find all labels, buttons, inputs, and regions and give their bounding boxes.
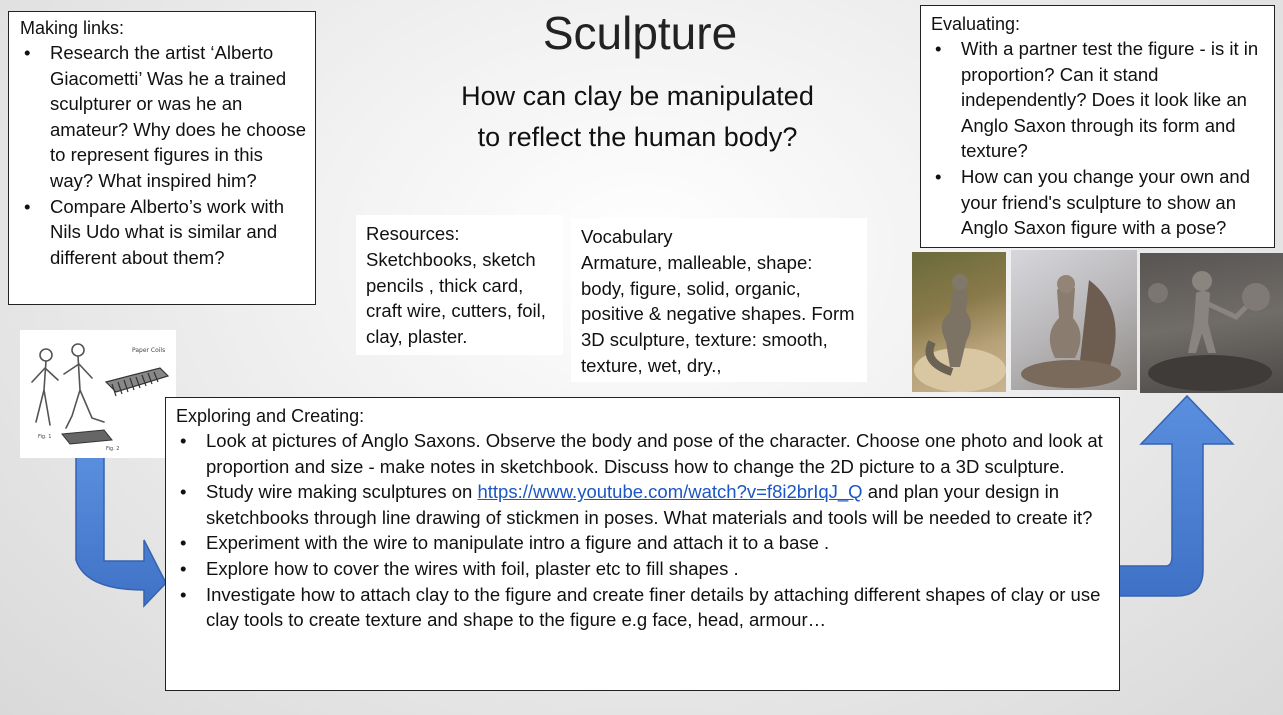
list-item: • Research the artist ‘Alberto Giacometti’ Was he a trained sculpturer or was he an amateur? Why does he choose to represent figures in this way? What inspired him? (20, 40, 307, 194)
vocabulary-text: Armature, malleable, shape: body, figure, solid, organic, positive & negative shapes. Form 3D sculpture, texture: smooth, texture, wet, dry., (581, 251, 855, 376)
key-question: How can clay be manipulated to reflect the human body? (461, 81, 814, 152)
resources-heading: Resources: (366, 223, 460, 244)
list-item (176, 479, 1109, 530)
list-item: • Compare Alberto’s work with Nils Udo what is similar and different about them? (20, 194, 307, 271)
diagram-label-top: Paper Coils (132, 347, 166, 354)
list-item: • Experiment with the wire to manipulate intro a figure and attach it to a base . (176, 530, 1109, 556)
list-item: • How can you change your own and your friend's sculpture to show an Anglo Saxon figure with a pose? (931, 164, 1268, 241)
sculpture-photo-2 (1011, 250, 1137, 390)
diagram-label-fig1: Fig. 1 (38, 434, 52, 440)
list-item: • Investigate how to attach clay to the figure and create finer details by attaching different shapes of clay or use clay tools to create texture and shape to the figure e.g face, head, armour… (176, 582, 1109, 633)
list-item-text: and plan your design in sketchbooks through line drawing of stickmen in poses. What materials and tools will be needed to create it? (206, 481, 1093, 528)
evaluating-list (931, 36, 1268, 241)
youtube-link[interactable]: https://www.youtube.com/watch?v=f8i2brIqJ_Q (477, 481, 863, 503)
evaluating-box (920, 5, 1275, 248)
exploring-list (176, 428, 1109, 633)
diagram-label-fig2: Fig. 2 (106, 446, 120, 452)
exploring-heading: Exploring and Creating: (176, 406, 365, 426)
sculpture-photo-3 (1140, 253, 1283, 393)
wire-figure-drawing (20, 330, 176, 458)
page-title: Sculpture (542, 7, 738, 59)
wire-figure-diagram (20, 330, 176, 458)
list-item: • With a partner test the figure - is it in proportion? Can it stand independently? Does it look like an Anglo Saxon through its form and texture? (931, 36, 1268, 164)
making-links-box (8, 11, 316, 305)
vocabulary-box (571, 218, 867, 382)
resources-box (356, 215, 563, 355)
making-links-heading: Making links: (20, 18, 125, 38)
list-item: • Explore how to cover the wires with foil, plaster etc to fill shapes . (176, 556, 1109, 582)
exploring-box (165, 397, 1120, 691)
resources-text: Sketchbooks, sketch pencils , thick card, craft wire, cutters, foil, clay, plaster. (366, 248, 546, 348)
list-item-text: Study wire making sculptures on (206, 481, 478, 503)
evaluating-heading: Evaluating: (931, 14, 1021, 34)
making-links-list (20, 40, 307, 270)
vocabulary-heading: Vocabulary (581, 226, 673, 247)
right-arrow (1119, 396, 1233, 596)
list-item: • Look at pictures of Anglo Saxons. Observe the body and pose of the character. Choose one photo and look at proportion and size - make notes in sketchbook. Discuss how to change the 2D picture to a 3D sculpture. (176, 428, 1109, 479)
left-arrow (76, 455, 166, 606)
sculpture-photo-1 (912, 252, 1006, 392)
